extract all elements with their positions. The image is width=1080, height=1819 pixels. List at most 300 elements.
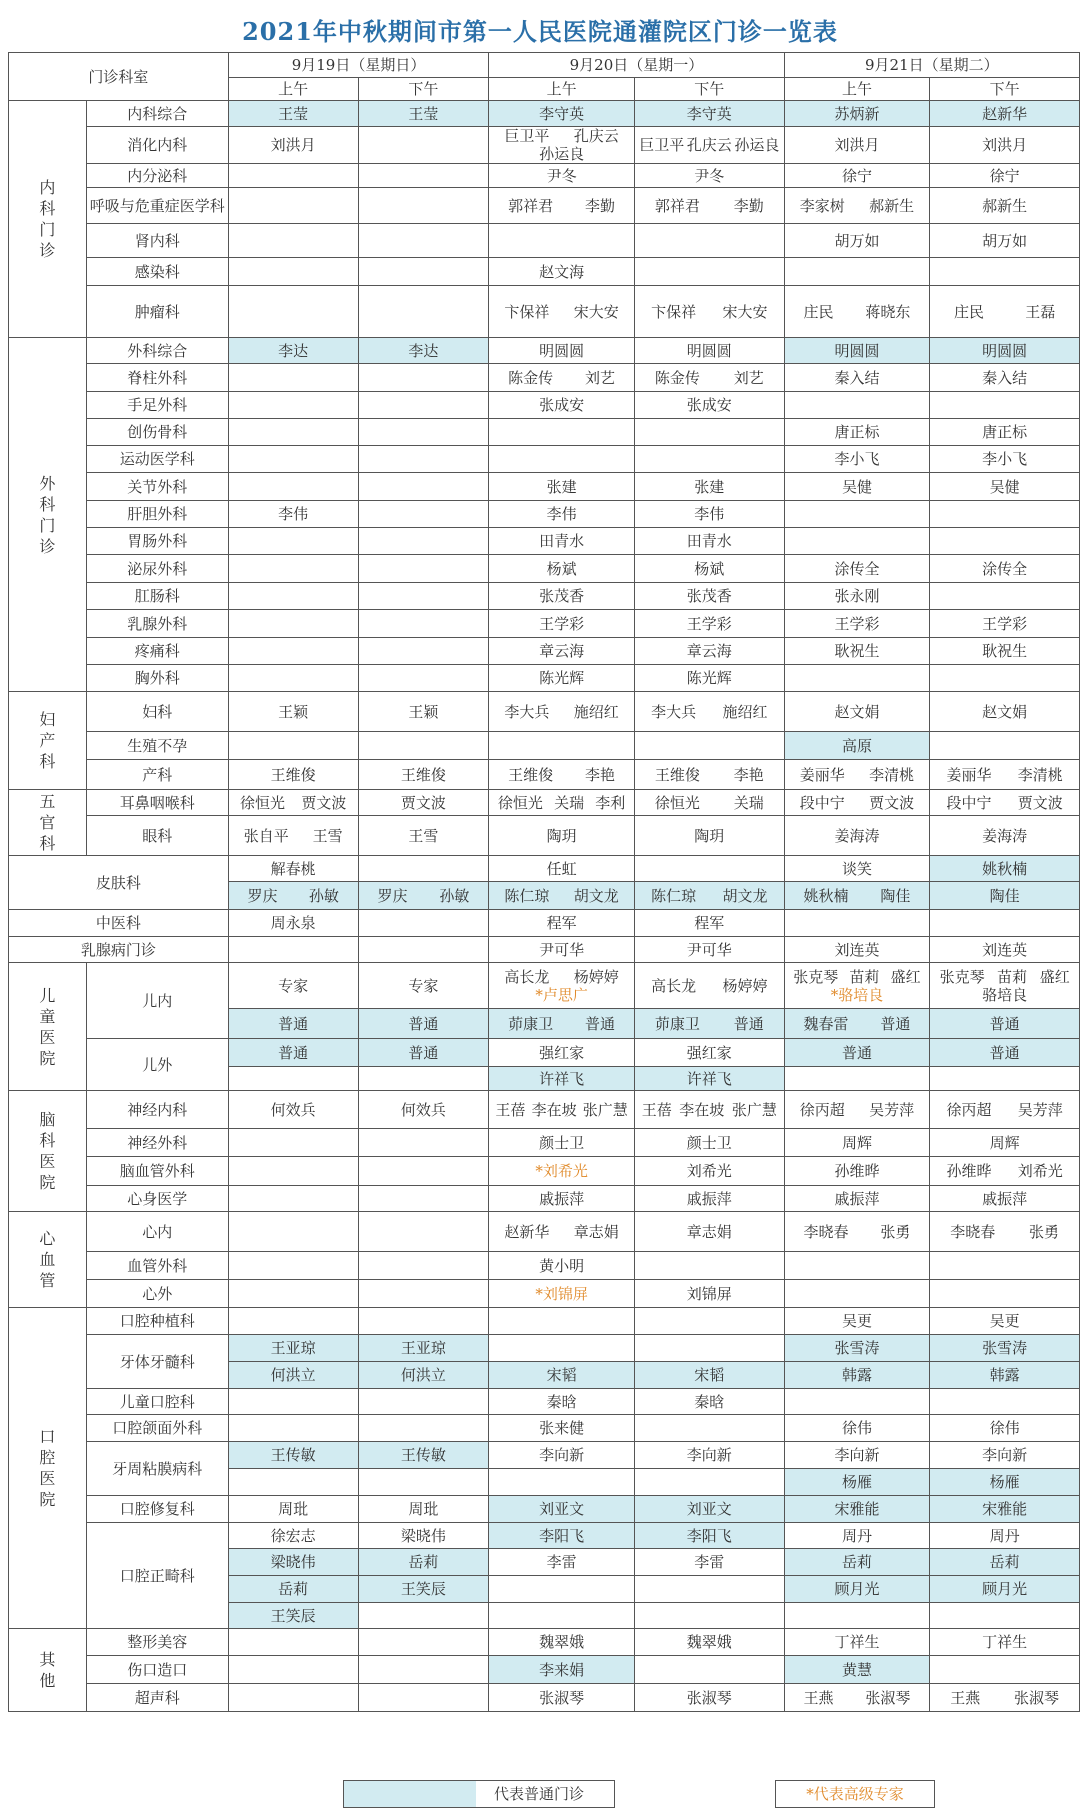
doctor-name: 章云海 bbox=[539, 642, 585, 660]
doctor-list bbox=[638, 766, 781, 784]
doctor-name: 许祥飞 bbox=[686, 1069, 732, 1088]
schedule-cell bbox=[784, 1091, 930, 1129]
doctor-name: 韩露 bbox=[989, 1366, 1020, 1384]
schedule-cell bbox=[358, 790, 489, 816]
doctor-name: 王维俊 bbox=[508, 765, 554, 784]
schedule-row bbox=[9, 446, 1080, 473]
schedule-cell bbox=[634, 1656, 784, 1684]
schedule-cell bbox=[358, 446, 489, 473]
doctor-name: 丁祥生 bbox=[834, 1633, 880, 1651]
department-group-label bbox=[9, 1308, 87, 1629]
schedule-cell bbox=[930, 1129, 1080, 1157]
schedule-cell bbox=[784, 1442, 930, 1469]
department-label: 脑血管外科 bbox=[86, 1157, 228, 1186]
doctor-list bbox=[933, 1190, 1076, 1208]
doctor-list bbox=[362, 766, 486, 784]
group-name-char: 产 bbox=[39, 731, 56, 750]
doctor-name: 强红家 bbox=[539, 1043, 585, 1062]
department-label: 口腔种植科 bbox=[86, 1308, 228, 1335]
group-name-char: 其 bbox=[39, 1650, 56, 1669]
schedule-row bbox=[9, 528, 1080, 555]
day-header: 9月19日（星期日） bbox=[228, 53, 488, 78]
schedule-cell bbox=[358, 1415, 489, 1442]
doctor-list bbox=[638, 1393, 781, 1411]
schedule-cell bbox=[930, 790, 1080, 816]
schedule-row bbox=[9, 473, 1080, 501]
schedule-row bbox=[9, 101, 1080, 127]
schedule-cell bbox=[784, 528, 930, 555]
doctor-list bbox=[638, 1366, 781, 1384]
doctor-list bbox=[492, 1044, 631, 1062]
schedule-cell bbox=[784, 286, 930, 338]
department-label: 心外 bbox=[86, 1280, 228, 1308]
schedule-cell bbox=[784, 760, 930, 790]
schedule-cell bbox=[358, 419, 489, 446]
doctor-list bbox=[492, 615, 631, 633]
doctor-list bbox=[492, 642, 631, 660]
doctor-name: 明圆圆 bbox=[686, 341, 732, 360]
doctor-name: 张克琴 bbox=[939, 967, 985, 986]
schedule-cell bbox=[634, 1684, 784, 1712]
schedule-cell bbox=[489, 1186, 635, 1212]
schedule-cell bbox=[228, 1280, 358, 1308]
schedule-cell bbox=[228, 1186, 358, 1212]
doctor-name: 张茂香 bbox=[539, 587, 585, 605]
doctor-list bbox=[362, 977, 486, 995]
doctor-list bbox=[933, 1419, 1076, 1437]
schedule-cell bbox=[930, 555, 1080, 583]
doctor-list bbox=[362, 1101, 486, 1119]
department-label: 内分泌科 bbox=[86, 164, 228, 188]
doctor-name: 张建 bbox=[694, 477, 725, 496]
doctor-list bbox=[788, 794, 927, 812]
doctor-name: 普通 bbox=[989, 1043, 1020, 1062]
schedule-row bbox=[9, 856, 1080, 882]
doctor-name: 王雪 bbox=[408, 826, 439, 845]
group-name-char: 医 bbox=[39, 1469, 56, 1488]
doctor-list bbox=[933, 1553, 1076, 1571]
doctor-name: 蒋晓东 bbox=[865, 302, 911, 321]
doctor-name: 张广慧 bbox=[582, 1100, 628, 1119]
doctor-name: 普通 bbox=[408, 1014, 439, 1033]
schedule-cell bbox=[228, 1549, 358, 1576]
doctor-list bbox=[933, 703, 1076, 721]
group-name-char: 心 bbox=[39, 1229, 56, 1248]
schedule-cell bbox=[930, 286, 1080, 338]
doctor-name: 王学彩 bbox=[834, 614, 880, 633]
schedule-cell bbox=[489, 1009, 635, 1039]
doctor-name: 王雪 bbox=[312, 826, 343, 845]
schedule-cell bbox=[930, 473, 1080, 501]
doctor-name: 王燕 bbox=[950, 1688, 981, 1707]
doctor-name: 赵文娟 bbox=[982, 702, 1028, 721]
schedule-cell bbox=[489, 1629, 635, 1656]
schedule-row bbox=[9, 1656, 1080, 1684]
schedule-cell bbox=[489, 732, 635, 760]
schedule-cell bbox=[634, 1389, 784, 1415]
doctor-name: 王亚琼 bbox=[400, 1339, 446, 1357]
doctor-name: 何洪立 bbox=[400, 1366, 446, 1384]
doctor-list bbox=[638, 615, 781, 633]
doctor-list bbox=[638, 794, 781, 812]
schedule-cell bbox=[634, 1009, 784, 1039]
schedule-cell bbox=[489, 1362, 635, 1389]
schedule-cell bbox=[489, 1091, 635, 1129]
doctor-name: 王学彩 bbox=[539, 614, 585, 633]
doctor-name: 高长龙 bbox=[504, 967, 550, 986]
doctor-name: 刘洪月 bbox=[834, 136, 880, 154]
doctor-name: 杨斌 bbox=[546, 559, 577, 578]
doctor-list bbox=[933, 766, 1076, 784]
doctor-name: 李小飞 bbox=[834, 450, 880, 468]
doctor-name: 李守英 bbox=[686, 104, 732, 123]
doctor-name: 李来娟 bbox=[539, 1660, 585, 1679]
doctor-list bbox=[933, 794, 1076, 812]
doctor-list bbox=[362, 827, 486, 845]
schedule-cell bbox=[358, 856, 489, 882]
schedule-row bbox=[9, 1496, 1080, 1523]
doctor-name: 孙维晔 bbox=[834, 1162, 880, 1180]
doctor-name: 尹可华 bbox=[686, 940, 732, 959]
schedule-cell bbox=[784, 555, 930, 583]
doctor-list bbox=[933, 478, 1076, 496]
doctor-name: 庄民 bbox=[803, 302, 834, 321]
doctor-list bbox=[638, 369, 781, 387]
schedule-cell bbox=[228, 1442, 358, 1469]
doctor-name: 周玭 bbox=[278, 1500, 309, 1518]
doctor-list bbox=[933, 423, 1076, 441]
doctor-list bbox=[933, 615, 1076, 633]
doctor-list bbox=[638, 1162, 781, 1180]
schedule-cell bbox=[930, 1576, 1080, 1603]
schedule-cell bbox=[358, 963, 489, 1009]
doctor-list bbox=[362, 794, 486, 812]
schedule-cell bbox=[634, 910, 784, 937]
doctor-name: 张自平 bbox=[243, 826, 289, 845]
schedule-cell bbox=[930, 446, 1080, 473]
doctor-list bbox=[232, 105, 355, 123]
doctor-name: 周辉 bbox=[989, 1133, 1020, 1152]
schedule-cell bbox=[930, 224, 1080, 258]
schedule-cell bbox=[228, 473, 358, 501]
doctor-list bbox=[933, 1580, 1076, 1598]
doctor-list bbox=[638, 105, 781, 123]
doctor-list bbox=[492, 369, 631, 387]
doctor-name: *卢思广 bbox=[535, 985, 588, 1004]
doctor-name: 唐正标 bbox=[834, 423, 880, 441]
schedule-cell bbox=[358, 188, 489, 224]
doctor-list bbox=[492, 914, 631, 932]
schedule-cell bbox=[228, 338, 358, 364]
doctor-list bbox=[788, 703, 927, 721]
schedule-cell bbox=[228, 1212, 358, 1252]
schedule-cell bbox=[358, 638, 489, 665]
schedule-cell bbox=[489, 1280, 635, 1308]
schedule-cell bbox=[784, 638, 930, 665]
doctor-name: 孔庆云 bbox=[573, 127, 619, 145]
schedule-cell bbox=[930, 1549, 1080, 1576]
doctor-list bbox=[492, 1285, 631, 1303]
group-name-char: 门 bbox=[39, 515, 56, 535]
schedule-cell bbox=[930, 1252, 1080, 1280]
doctor-name: 王维俊 bbox=[654, 765, 700, 784]
doctor-list bbox=[788, 1661, 927, 1679]
doctor-list bbox=[362, 105, 486, 123]
doctor-list bbox=[933, 342, 1076, 360]
doctor-list bbox=[232, 914, 355, 932]
schedule-cell bbox=[784, 1603, 930, 1629]
doctor-list bbox=[933, 369, 1076, 387]
schedule-cell bbox=[489, 1442, 635, 1469]
department-label: 脊柱外科 bbox=[86, 364, 228, 392]
schedule-cell bbox=[784, 1280, 930, 1308]
schedule-cell bbox=[784, 732, 930, 760]
doctor-name: 李阳飞 bbox=[686, 1526, 732, 1545]
doctor-list bbox=[788, 968, 927, 1004]
schedule-row bbox=[9, 692, 1080, 732]
schedule-cell bbox=[228, 528, 358, 555]
doctor-name: 何效兵 bbox=[270, 1100, 316, 1119]
doctor-list bbox=[232, 1339, 355, 1357]
schedule-cell bbox=[784, 1469, 930, 1496]
schedule-cell bbox=[358, 816, 489, 856]
doctor-name: 宋大安 bbox=[573, 302, 619, 321]
department-label: 内科综合 bbox=[86, 101, 228, 127]
schedule-cell bbox=[358, 937, 489, 963]
schedule-cell bbox=[634, 1308, 784, 1335]
doctor-name: 刘连英 bbox=[834, 940, 880, 959]
schedule-cell bbox=[634, 1129, 784, 1157]
doctor-name: 张茂香 bbox=[686, 587, 732, 605]
schedule-cell bbox=[489, 856, 635, 882]
doctor-list bbox=[788, 1044, 927, 1062]
doctor-name: 黄小明 bbox=[539, 1256, 585, 1275]
schedule-cell bbox=[228, 555, 358, 583]
schedule-cell bbox=[930, 816, 1080, 856]
doctor-name: 骆培良 bbox=[982, 985, 1028, 1004]
doctor-name: 魏春雷 bbox=[803, 1014, 849, 1033]
department-label: 疼痛科 bbox=[86, 638, 228, 665]
doctor-name: 郭祥君 bbox=[654, 196, 700, 215]
schedule-cell bbox=[489, 665, 635, 692]
doctor-name: 宋雅能 bbox=[982, 1500, 1028, 1518]
doctor-name: 周辉 bbox=[841, 1133, 872, 1152]
schedule-cell bbox=[634, 610, 784, 638]
doctor-name: 颜士卫 bbox=[686, 1133, 732, 1152]
schedule-cell bbox=[228, 760, 358, 790]
schedule-cell bbox=[489, 555, 635, 583]
doctor-name: *刘锦屏 bbox=[535, 1284, 588, 1303]
doctor-name: 普通 bbox=[841, 1043, 872, 1062]
doctor-name: 许祥飞 bbox=[539, 1069, 585, 1088]
schedule-cell bbox=[930, 937, 1080, 963]
doctor-list bbox=[492, 197, 631, 215]
schedule-cell bbox=[634, 732, 784, 760]
doctor-list bbox=[638, 887, 781, 905]
doctor-name: 王传敏 bbox=[400, 1446, 446, 1464]
doctor-list bbox=[492, 263, 631, 281]
doctor-list bbox=[788, 136, 927, 154]
schedule-cell bbox=[489, 910, 635, 937]
doctor-name: 孙敏 bbox=[308, 886, 339, 905]
doctor-list bbox=[788, 642, 927, 660]
schedule-cell bbox=[634, 446, 784, 473]
doctor-name: 姚秋楠 bbox=[982, 859, 1028, 878]
doctor-name: 任虹 bbox=[546, 859, 577, 878]
doctor-name: 普通 bbox=[880, 1014, 911, 1033]
schedule-cell bbox=[784, 1157, 930, 1186]
schedule-cell bbox=[228, 419, 358, 446]
doctor-list bbox=[933, 1633, 1076, 1651]
department-label: 眼科 bbox=[86, 816, 228, 856]
doctor-name: 李向新 bbox=[686, 1446, 732, 1464]
schedule-cell bbox=[358, 164, 489, 188]
doctor-name: 王颖 bbox=[278, 702, 309, 721]
doctor-list bbox=[788, 1162, 927, 1180]
schedule-cell bbox=[634, 473, 784, 501]
clinic-schedule-table bbox=[8, 52, 1080, 1712]
doctor-name: 陈仁琼 bbox=[504, 886, 550, 905]
legend-senior-expert: *代表高级专家 bbox=[775, 1780, 935, 1808]
doctor-name: 魏翠娥 bbox=[539, 1633, 585, 1651]
doctor-name: 李守英 bbox=[539, 104, 585, 123]
doctor-list bbox=[933, 941, 1076, 959]
schedule-row bbox=[9, 1157, 1080, 1186]
schedule-cell bbox=[228, 224, 358, 258]
doctor-name: 李清桃 bbox=[869, 765, 915, 784]
group-name-char: 外 bbox=[39, 473, 56, 493]
doctor-name: 刘亚文 bbox=[539, 1500, 585, 1518]
schedule-cell bbox=[358, 732, 489, 760]
schedule-cell bbox=[930, 882, 1080, 910]
schedule-cell bbox=[634, 1335, 784, 1362]
department-label: 消化内科 bbox=[86, 127, 228, 164]
doctor-list bbox=[638, 1070, 781, 1088]
schedule-cell bbox=[930, 501, 1080, 528]
schedule-cell bbox=[228, 1129, 358, 1157]
doctor-name: 杨斌 bbox=[694, 559, 725, 578]
schedule-cell bbox=[784, 1308, 930, 1335]
doctor-list bbox=[788, 1419, 927, 1437]
doctor-name: 刘艺 bbox=[585, 368, 616, 387]
schedule-row bbox=[9, 1442, 1080, 1469]
schedule-cell bbox=[358, 760, 489, 790]
department-label: 血管外科 bbox=[86, 1252, 228, 1280]
doctor-name: 徐宏志 bbox=[270, 1526, 316, 1545]
schedule-cell bbox=[634, 1212, 784, 1252]
schedule-cell bbox=[784, 258, 930, 286]
doctor-name: 张勇 bbox=[1029, 1222, 1060, 1241]
doctor-name: 王学彩 bbox=[686, 614, 732, 633]
schedule-cell bbox=[358, 665, 489, 692]
schedule-cell bbox=[489, 963, 635, 1009]
doctor-name: 关瑞 bbox=[733, 793, 764, 812]
doctor-name: 郝新生 bbox=[982, 196, 1028, 215]
doctor-name: 王蓓 bbox=[495, 1100, 526, 1119]
doctor-list bbox=[492, 478, 631, 496]
schedule-cell bbox=[930, 1415, 1080, 1442]
doctor-name: 李伟 bbox=[694, 505, 725, 523]
doctor-list bbox=[232, 1580, 355, 1598]
schedule-cell bbox=[489, 1684, 635, 1712]
department-label: 中医科 bbox=[9, 910, 229, 937]
group-name-char: 童 bbox=[39, 1006, 56, 1026]
doctor-name: 何洪立 bbox=[270, 1366, 316, 1384]
doctor-list bbox=[788, 1190, 927, 1208]
schedule-cell bbox=[784, 1523, 930, 1549]
doctor-name: 贾文波 bbox=[1017, 793, 1063, 812]
doctor-name: *刘希光 bbox=[535, 1162, 588, 1180]
doctor-list bbox=[788, 615, 927, 633]
doctor-name: 耿祝生 bbox=[982, 642, 1028, 660]
schedule-cell bbox=[930, 1039, 1080, 1067]
doctor-list bbox=[638, 1553, 781, 1571]
doctor-list bbox=[232, 1607, 355, 1625]
schedule-cell bbox=[784, 364, 930, 392]
doctor-name: 赵文娟 bbox=[834, 702, 880, 721]
doctor-name: 吴健 bbox=[989, 477, 1020, 496]
doctor-list bbox=[933, 1223, 1076, 1241]
schedule-cell bbox=[784, 392, 930, 419]
doctor-list bbox=[492, 1223, 631, 1241]
schedule-cell bbox=[634, 760, 784, 790]
doctor-list bbox=[362, 887, 486, 905]
doctor-name: 陈金传 bbox=[508, 368, 554, 387]
schedule-cell bbox=[228, 1308, 358, 1335]
schedule-cell bbox=[358, 1335, 489, 1362]
schedule-cell bbox=[634, 665, 784, 692]
doctor-list bbox=[638, 532, 781, 550]
doctor-name: 徐伟 bbox=[989, 1419, 1020, 1437]
schedule-cell bbox=[930, 528, 1080, 555]
schedule-cell bbox=[634, 1469, 784, 1496]
schedule-cell bbox=[930, 1469, 1080, 1496]
schedule-cell bbox=[358, 1212, 489, 1252]
schedule-cell bbox=[358, 528, 489, 555]
schedule-cell bbox=[489, 258, 635, 286]
doctor-list bbox=[788, 450, 927, 468]
group-name-char: 院 bbox=[39, 1490, 56, 1509]
group-name-char: 医 bbox=[39, 1152, 56, 1171]
doctor-name: 陈光辉 bbox=[539, 669, 585, 687]
schedule-cell bbox=[358, 583, 489, 610]
schedule-cell bbox=[228, 1656, 358, 1684]
schedule-cell bbox=[784, 338, 930, 364]
doctor-name: 普通 bbox=[989, 1014, 1020, 1033]
doctor-list bbox=[492, 1070, 631, 1088]
schedule-cell bbox=[358, 1684, 489, 1712]
doctor-list bbox=[788, 587, 927, 605]
doctor-name: 罗庆 bbox=[377, 886, 408, 905]
doctor-name: 强红家 bbox=[686, 1043, 732, 1062]
schedule-cell bbox=[228, 446, 358, 473]
schedule-cell bbox=[358, 1009, 489, 1039]
schedule-cell bbox=[634, 638, 784, 665]
schedule-cell bbox=[489, 610, 635, 638]
doctor-name: 陶玥 bbox=[546, 826, 577, 845]
doctor-list bbox=[492, 1190, 631, 1208]
schedule-cell bbox=[489, 790, 635, 816]
department-label: 口腔正畸科 bbox=[86, 1523, 228, 1629]
schedule-cell bbox=[489, 1389, 635, 1415]
doctor-name: 姜海涛 bbox=[982, 826, 1028, 845]
schedule-cell bbox=[634, 1280, 784, 1308]
doctor-name: 徐恒光 bbox=[654, 793, 700, 812]
schedule-cell bbox=[784, 692, 930, 732]
schedule-cell bbox=[634, 224, 784, 258]
schedule-row bbox=[9, 188, 1080, 224]
department-label: 肿瘤科 bbox=[86, 286, 228, 338]
